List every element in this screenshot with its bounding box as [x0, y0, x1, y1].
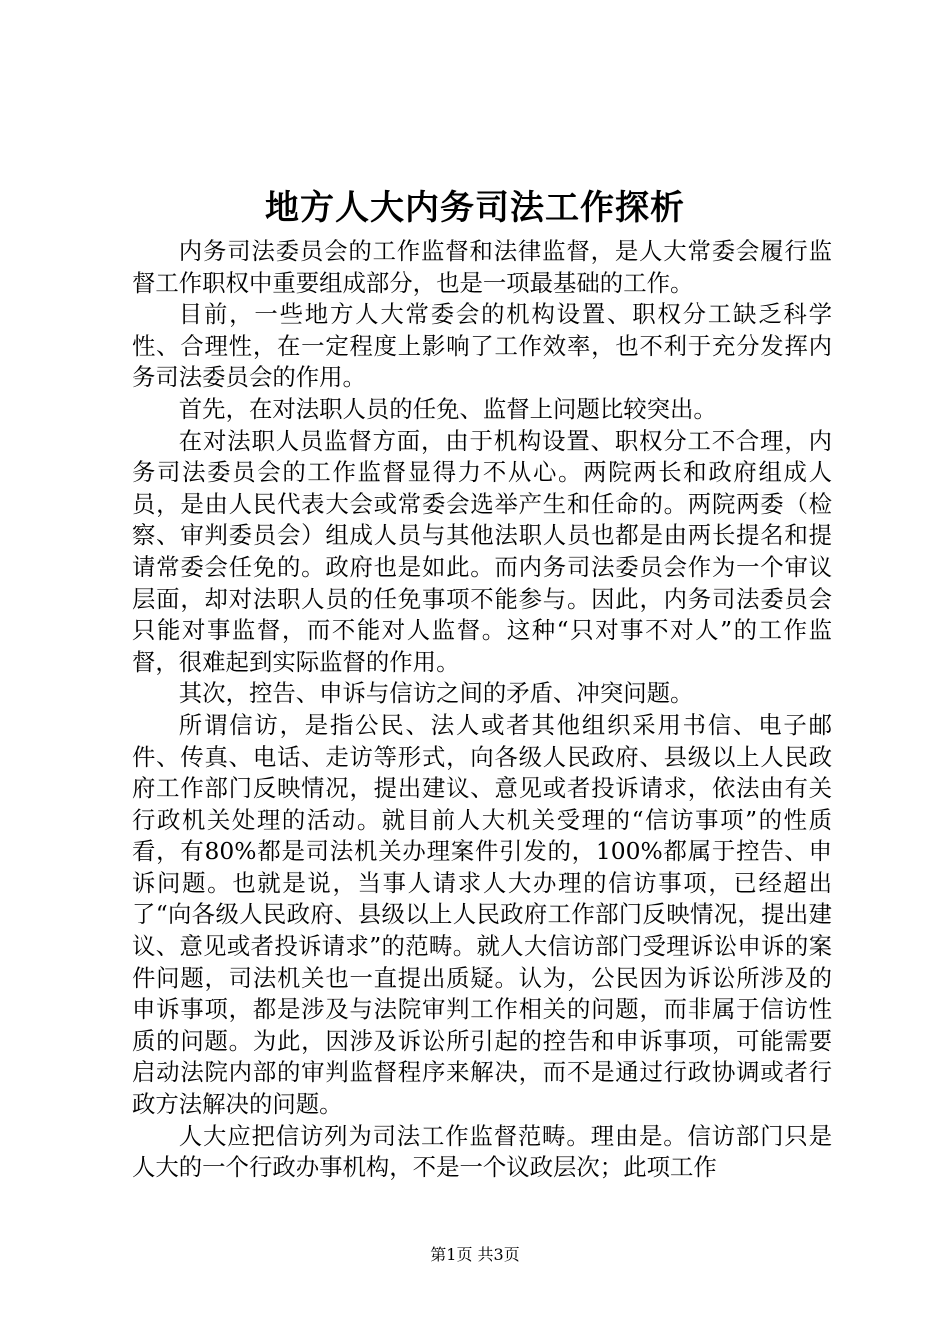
paragraph: 在对法职人员监督方面，由于机构设置、职权分工不合理，内务司法委员会的工作监督显得力不从心。两院两长和政府组成人员，是由人民代表大会或常委会选举产生和任命的。两院两委（检察、审判委员会）组成人员与其他法职人员也都是由两长提名和提请常委会任免的。政府也是如此。而内务司法委员会作为一个审议层面，却对法职人员的任免事项不能参与。因此，内务司法委员会只能对事监督，而不能对人监督。这种“只对事不对人”的工作监督，很难起到实际监督的作用。 [132, 426, 832, 676]
paragraph: 内务司法委员会的工作监督和法律监督，是人大常委会履行监督工作职权中重要组成部分，也是一项最基础的工作。 [132, 237, 832, 297]
paragraph: 目前，一些地方人大常委会的机构设置、职权分工缺乏科学性、合理性，在一定程度上影响了工作效率，也不利于充分发挥内务司法委员会的作用。 [132, 300, 832, 392]
paragraph: 其次，控告、申诉与信访之间的矛盾、冲突问题。 [178, 679, 694, 708]
page-footer: 第1页 共3页 [430, 1245, 520, 1264]
paragraph: 首先，在对法职人员的任免、监督上问题比较突出。 [178, 394, 717, 423]
paragraph: 所谓信访，是指公民、法人或者其他组织采用书信、电子邮件、传真、电话、走访等形式，向各级人民政府、县级以上人民政府工作部门反映情况，提出建议、意见或者投诉请求，依法由有关行政机关处理的活动。就目前人大机关受理的“信访事项”的性质看，有80%都是司法机关办理案件引发的，100%都属于控告、申诉问题。也就是说，当事人请求人大办理的信访事项，已经超出了“向各级人民政府、县级以上人民政府工作部门反映情况，提出建议、意见或者投诉请求”的范畴。就人大信访部门受理诉讼申诉的案件问题，司法机关也一直提出质疑。认为，公民因为诉讼所涉及的申诉事项，都是涉及与法院审判工作相关的问题，而非属于信访性质的问题。为此，因涉及诉讼所引起的控告和申诉事项，可能需要启动法院内部的审判监督程序来解决，而不是通过行政协调或者行政方法解决的问题。 [132, 710, 832, 1119]
document-body [132, 236, 832, 1184]
document-title: 地方人大内务司法工作探析 [265, 188, 685, 228]
paragraph: 人大应把信访列为司法工作监督范畴。理由是。信访部门只是人大的一个行政办事机构，不是一个议政层次；此项工作 [132, 1121, 832, 1182]
